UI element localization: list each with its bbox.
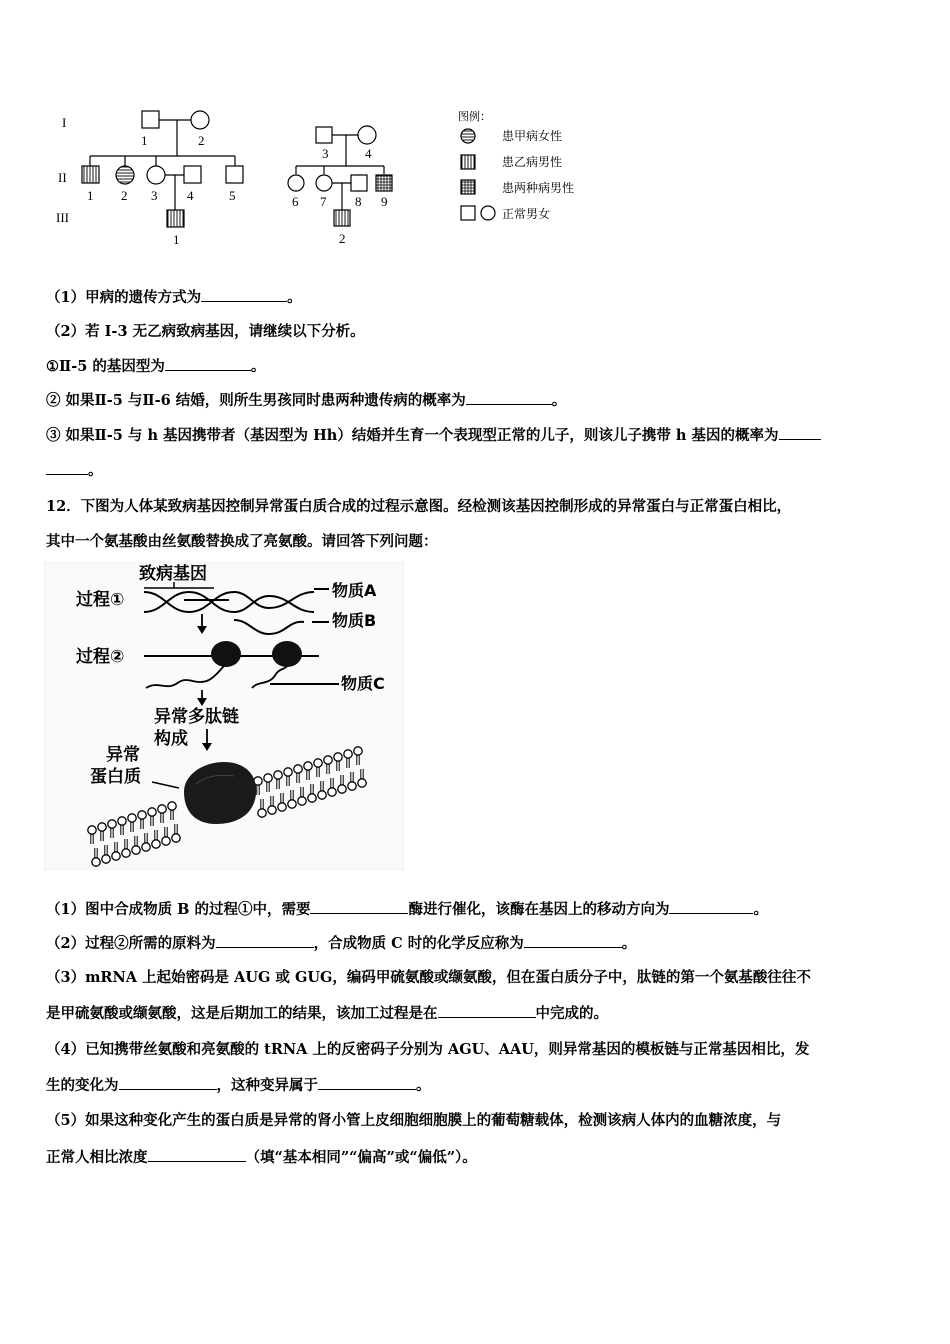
answer-blank[interactable]: [201, 300, 287, 302]
q11-part2: （2）若 I-3 无乙病致病基因，请继续以下分析。: [46, 323, 365, 340]
gen-label-III: III: [56, 210, 69, 225]
svg-text:3: 3: [322, 146, 329, 161]
svg-text:4: 4: [187, 188, 194, 203]
label-process2: 过程②: [76, 647, 125, 667]
left-II5-normal-male: [226, 166, 243, 183]
svg-text:3: 3: [151, 188, 158, 203]
label-substance-B: 物质B: [332, 611, 377, 630]
svg-text:1: 1: [141, 133, 148, 148]
answer-blank[interactable]: [148, 1160, 246, 1162]
legend-disease-A-female-icon: [461, 129, 475, 143]
q12-part1: （1）图中合成物质 B 的过程①中，需要 酶进行催化，该酶在基因上的移动方向为 。: [46, 901, 768, 918]
svg-text:2: 2: [339, 231, 346, 246]
svg-text:7: 7: [320, 194, 327, 209]
answer-blank[interactable]: [310, 912, 408, 914]
left-II2-female-disease-A: [116, 166, 134, 184]
gen-label-II: II: [58, 170, 67, 185]
q12-part4-line1: （4）已知携带丝氨酸和亮氨酸的 tRNA 上的反密码子分别为 AGU、AAU，则异常基因的模板链与正常基因相比，发: [46, 1041, 810, 1058]
answer-blank[interactable]: [46, 473, 88, 475]
legend-item-2: 患乙病男性: [502, 155, 563, 169]
svg-text:1: 1: [173, 232, 180, 247]
pedigree-figure: [50, 100, 610, 250]
q11-part1: （1）甲病的遗传方式为 。: [46, 289, 302, 306]
answer-blank[interactable]: [524, 946, 622, 948]
q12-intro-line2: 其中一个氨基酸由丝氨酸替换成了亮氨酸。请回答下列问题：: [46, 533, 438, 550]
label-substance-C: 物质C: [341, 674, 385, 693]
left-II3-normal-female: [147, 166, 165, 184]
q12-part5-line1: （5）如果这种变化产生的蛋白质是异常的肾小管上皮细胞细胞膜上的葡萄糖载体，检测该病人体内的血糖浓度，与: [46, 1112, 782, 1129]
answer-blank[interactable]: [669, 912, 753, 914]
protein-synthesis-figure: [44, 562, 404, 870]
left-I2-normal-female: [191, 111, 209, 129]
q12-intro-line1: 12．下图为人体某致病基因控制异常蛋白质合成的过程示意图。经检测该基因控制形成的异常蛋白与正常蛋白相比，: [46, 498, 792, 515]
q11-part2-sub3-cont: 。: [46, 459, 103, 480]
label-process1: 过程①: [76, 590, 125, 610]
q11-part2-sub3: ③ 如果Ⅱ-5 与 h 基因携带者（基因型为 Hh）结婚并生育一个表现型正常的儿子，则该儿子携带 h 基因的概率为: [46, 424, 821, 445]
q12-part4-line2: 生的变化为 ，这种变异属于 。: [46, 1077, 431, 1094]
right-I4-normal-female: [358, 126, 376, 144]
legend-normal-male-icon: [461, 206, 475, 220]
answer-blank[interactable]: [216, 946, 314, 948]
answer-blank[interactable]: [318, 1088, 416, 1090]
label-constitute: 构成: [154, 729, 188, 749]
label-substance-A: 物质A: [332, 581, 377, 600]
q11-part2-sub1: ①Ⅱ-5 的基因型为 。: [46, 358, 266, 375]
legend-item-1: 患甲病女性: [502, 129, 563, 143]
label-gene: 致病基因: [139, 564, 207, 584]
legend-normal-female-icon: [481, 206, 495, 220]
answer-blank[interactable]: [165, 369, 251, 371]
right-II8-normal-male: [351, 175, 367, 191]
q12-part5-line2: 正常人相比浓度 （填“基本相同”“偏高”或“偏低”）。: [46, 1149, 477, 1166]
answer-blank[interactable]: [779, 438, 821, 440]
legend-disease-B-male-icon: [461, 155, 475, 169]
svg-text:2: 2: [121, 188, 128, 203]
left-I1-normal-male: [142, 111, 159, 128]
left-II4-normal-male: [184, 166, 201, 183]
left-III1-male-disease-B: [167, 210, 184, 227]
legend-item-4: 正常男女: [502, 207, 551, 221]
answer-blank[interactable]: [466, 403, 552, 405]
answer-blank[interactable]: [438, 1016, 536, 1018]
ribosome-1: [211, 641, 241, 667]
label-abnormal: 异常: [106, 745, 140, 765]
q12-part2: （2）过程②所需的原料为 ，合成物质 C 时的化学反应称为 。: [46, 935, 637, 952]
legend-item-3: 患两种病男性: [502, 181, 575, 195]
ribosome-2: [272, 641, 302, 667]
right-III2-male-disease-B: [334, 210, 350, 226]
label-abnormal-chain: 异常多肽链: [154, 707, 239, 727]
svg-text:6: 6: [292, 194, 299, 209]
svg-text:2: 2: [198, 133, 205, 148]
gen-label-I: I: [62, 115, 67, 130]
label-protein: 蛋白质: [90, 767, 141, 787]
answer-blank[interactable]: [119, 1088, 217, 1090]
svg-text:9: 9: [381, 194, 388, 209]
legend-title: 图例：: [458, 111, 491, 123]
svg-text:1: 1: [87, 188, 94, 203]
q11-part2-sub2: ② 如果Ⅱ-5 与Ⅱ-6 结婚，则所生男孩同时患两种遗传病的概率为 。: [46, 392, 567, 409]
svg-text:4: 4: [365, 146, 372, 161]
right-II9-male-both-diseases: [376, 175, 392, 191]
right-II6-normal-female: [288, 175, 304, 191]
left-II1-male-disease-B: [82, 166, 99, 183]
right-I3-normal-male: [316, 127, 332, 143]
svg-text:5: 5: [229, 188, 236, 203]
svg-text:8: 8: [355, 194, 362, 209]
q12-part3-line2: 是甲硫氨酸或缬氨酸，这是后期加工的结果，该加工过程是在 中完成的。: [46, 1005, 608, 1022]
q12-part3-line1: （3）mRNA 上起始密码是 AUG 或 GUG，编码甲硫氨酸或缬氨酸，但在蛋白质分子中，肽链的第一个氨基酸往往不: [46, 969, 811, 986]
legend-both-diseases-male-icon: [461, 180, 475, 194]
right-II7-normal-female: [316, 175, 332, 191]
